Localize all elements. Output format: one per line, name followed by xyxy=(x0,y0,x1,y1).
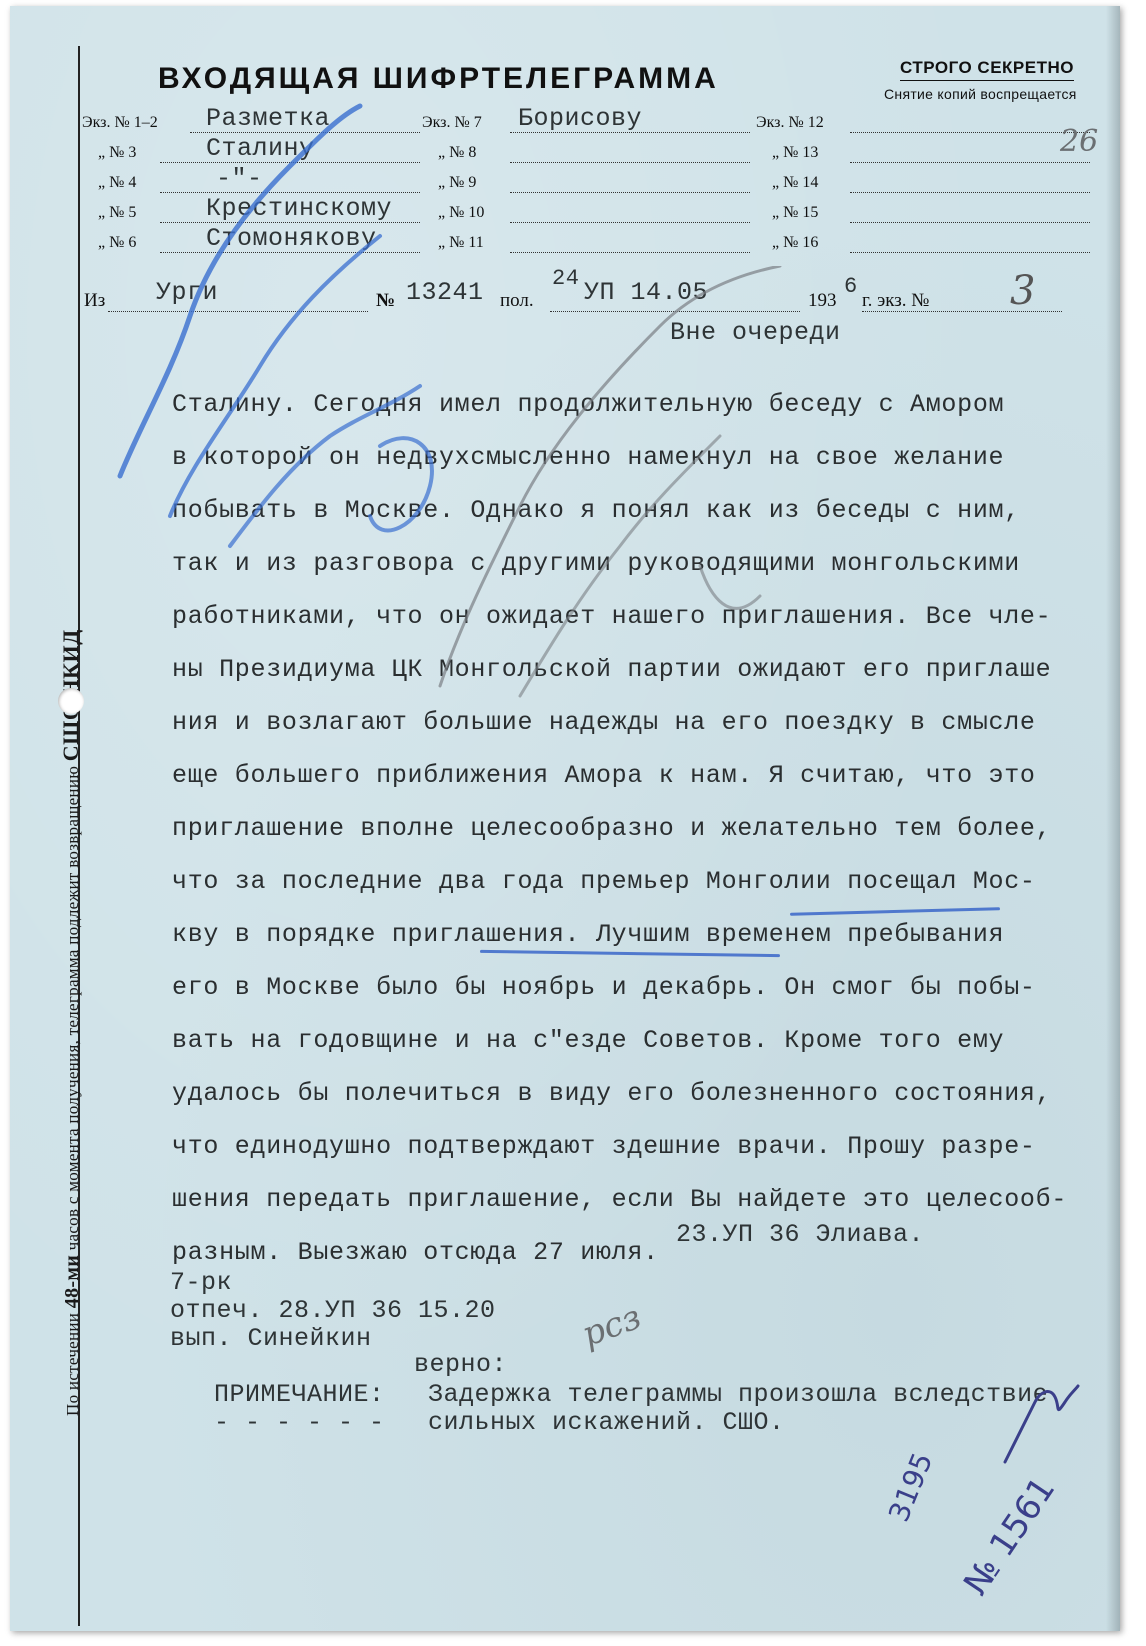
footer-executed: вып. Синейкин xyxy=(170,1324,372,1353)
body-line: его в Москве было бы ноябрь и декабрь. Он смог бы побы- xyxy=(172,973,1036,1002)
dotted-line xyxy=(850,222,1090,223)
body-line: шения передать приглашение, если Вы найдете это целесооб- xyxy=(172,1185,1068,1214)
body-line: кву в порядке приглашения. Лучшим временем пребывания xyxy=(172,920,1005,949)
handwritten-sheet-number: 26 xyxy=(1060,124,1099,159)
year-prefix: 193 xyxy=(808,290,837,311)
ekz-label: Экз. № 12 xyxy=(756,114,824,131)
from-label: Из xyxy=(84,290,106,311)
recipient-razmetka: Разметка xyxy=(206,104,331,133)
received-label: пол. xyxy=(500,290,534,311)
dotted-line xyxy=(510,192,750,193)
incoming-number: 3195 xyxy=(882,1447,940,1527)
recipient-stalin: Сталину xyxy=(206,134,315,163)
dotted-line xyxy=(510,252,750,253)
body-line: еще большего приближения Амора к нам. Я считаю, что это xyxy=(172,761,1036,790)
document-title: ВХОДЯЩАЯ ШИФРТЕЛЕГРАММА xyxy=(158,62,719,95)
return-notice-part2: часов с момента получения, телеграмма подлежит возвращению xyxy=(63,761,82,1255)
punch-hole xyxy=(58,688,84,714)
body-line: Сталину. Сегодня имел продолжительную беседу с Амором xyxy=(172,390,1005,419)
ekz-label: „ № 8 xyxy=(438,144,477,161)
dotted-line xyxy=(850,162,1090,163)
body-line: вать на годовщине и на с"езде Советов. Кроме того ему xyxy=(172,1026,1005,1055)
ekz-label: „ № 9 xyxy=(438,174,477,191)
return-notice-part1: По истечении xyxy=(63,1308,82,1416)
body-line: разным. Выезжаю отсюда 27 июля. xyxy=(172,1238,659,1267)
no-copy-notice: Снятие копий воспрещается xyxy=(884,86,1077,102)
copy-number: 3 xyxy=(1010,268,1036,314)
secret-stamp: СТРОГО СЕКРЕТНО xyxy=(900,58,1074,81)
note-line-2: сильных искажений. СШО. xyxy=(428,1408,785,1437)
dotted-line xyxy=(850,132,1090,133)
recipient-borisov: Борисову xyxy=(518,104,643,133)
year-suffix: 6 xyxy=(844,274,858,299)
dotted-line xyxy=(862,311,1062,312)
body-line: работниками, что он ожидает нашего приглашения. Все чле- xyxy=(172,602,1052,631)
handwritten-initials: рсз xyxy=(576,1297,647,1355)
ekz-label: „ № 5 xyxy=(98,204,137,221)
ekz-label: „ № 10 xyxy=(438,204,485,221)
side-margin xyxy=(10,6,83,1646)
year-label: г. экз. № xyxy=(862,290,930,311)
body-line: так и из разговора с другими руководящими монгольскими xyxy=(172,549,1020,578)
handwritten-gray-annotation xyxy=(400,266,820,706)
note-label: ПРИМЕЧАНИЕ: xyxy=(214,1380,385,1409)
note-dashes: - - - - - - xyxy=(214,1408,385,1437)
signature-line: 23.УП 36 Элиава. xyxy=(676,1220,925,1249)
note-line-1: Задержка телеграммы произошла вследствие xyxy=(428,1380,1049,1409)
ekz-label: „ № 16 xyxy=(772,234,819,251)
received-day: 24 xyxy=(552,266,580,291)
dotted-line xyxy=(850,252,1090,253)
dotted-line xyxy=(510,222,750,223)
body-line: в которой он недвухсмысленно намекнул на свое желание xyxy=(172,443,1005,472)
body-line: побывать в Москве. Однако я понял как из беседы с ним, xyxy=(172,496,1020,525)
ekz-label: „ № 6 xyxy=(98,234,137,251)
ekz-label: „ № 4 xyxy=(98,174,137,191)
footer-verified: верно: xyxy=(414,1350,508,1379)
recipient-krestinsky: Крестинскому xyxy=(206,194,393,223)
number-label: № xyxy=(376,290,396,311)
handwritten-signature-squiggle xyxy=(1000,1382,1080,1472)
registry-number: № 1561 xyxy=(956,1469,1064,1603)
body-line: что за последние два года премьер Монголии посещал Мос- xyxy=(172,867,1036,896)
ekz-label: „ № 11 xyxy=(438,234,484,251)
dotted-line xyxy=(850,192,1090,193)
recipient-stomonyakov: Стомонякову xyxy=(206,224,377,253)
recipient-ditto: -"- xyxy=(216,164,263,193)
ekz-label: Экз. № 1–2 xyxy=(82,114,158,131)
body-line: ния и возлагают большие надежды на его поездку в смысле xyxy=(172,708,1036,737)
dotted-line xyxy=(510,162,750,163)
body-line: ны Президиума ЦК Монгольской партии ожидают его приглаше xyxy=(172,655,1052,684)
footer-printed: отпеч. 28.УП 36 15.20 xyxy=(170,1296,496,1325)
telegram-number: 13241 xyxy=(406,278,484,307)
telegram-sheet xyxy=(10,6,1120,1631)
footer-rk: 7-рк xyxy=(170,1268,233,1297)
body-line: приглашение вполне целесообразно и желательно тем более, xyxy=(172,814,1052,843)
body-line: удалось бы полечиться в виду его болезненного состояния, xyxy=(172,1079,1052,1108)
ekz-label: „ № 13 xyxy=(772,144,819,161)
return-notice-hours: 48-ми xyxy=(61,1254,83,1309)
ekz-label: Экз. № 7 xyxy=(422,114,482,131)
body-line: что единодушно подтверждают здешние врачи. Прошу разре- xyxy=(172,1132,1036,1161)
return-notice xyxy=(58,629,84,1416)
ekz-label: „ № 14 xyxy=(772,174,819,191)
ekz-label: „ № 15 xyxy=(772,204,819,221)
from-city: Урги xyxy=(156,278,219,307)
ekz-label: „ № 3 xyxy=(98,144,137,161)
received-datetime: УП 14.05 xyxy=(584,278,709,307)
priority-label: Вне очереди xyxy=(670,318,841,347)
